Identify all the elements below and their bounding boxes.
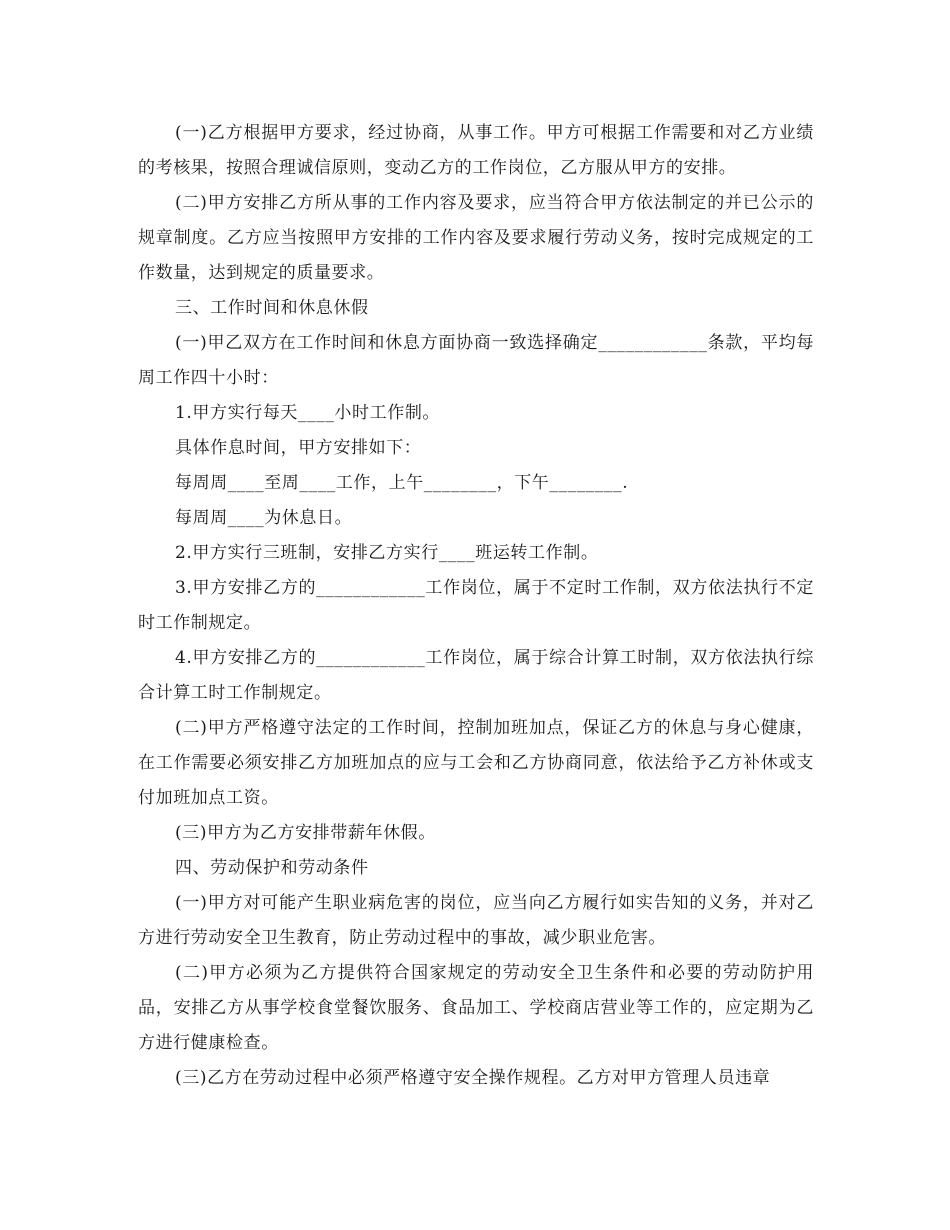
paragraph-weekly-schedule: 每周周____至周____工作，上午________，下午________. [175,473,629,493]
section-heading-labor-protection: 四、劳动保护和劳动条件 [175,858,369,878]
paragraph-work-content: (二)甲方安排乙方所从事的工作内容及要求，应当符合甲方依法制定的并已公示的规章制度。乙方应当按照甲方安排的工作内容及要求履行劳动义务，按时完成规定的工作数量，达到规定的质量要求。 [138,193,814,283]
document-body [138,116,814,1096]
paragraph-hours-agreement: (一)甲乙双方在工作时间和休息方面协商一致选择确定____________条款，平均每周工作四十小时： [138,333,814,388]
paragraph-safety-rules: (三)乙方在劳动过程中必须严格遵守安全操作规程。乙方对甲方管理人员违章 [175,1068,771,1088]
section-heading-work-hours: 三、工作时间和休息休假 [175,298,369,318]
paragraph-work-assignment: (一)乙方根据甲方要求，经过协商，从事工作。甲方可根据工作需要和对乙方业绩的考核果，按照合理诚信原则，变动乙方的工作岗位，乙方服从甲方的安排。 [138,123,814,178]
paragraph-flexible-hours: 3.甲方安排乙方的____________工作岗位，属于不定时工作制，双方依法执行不定时工作制规定。 [138,578,814,633]
paragraph-overtime: (二)甲方严格遵守法定的工作时间，控制加班加点，保证乙方的休息与身心健康，在工作需要必须安排乙方加班加点的应与工会和乙方协商同意，依法给予乙方补休或支付加班加点工资。 [138,718,814,808]
paragraph-comprehensive-hours: 4.甲方安排乙方的____________工作岗位，属于综合计算工时制，双方依法执行综合计算工时工作制规定。 [138,648,814,703]
paragraph-safety-conditions: (二)甲方必须为乙方提供符合国家规定的劳动安全卫生条件和必要的劳动防护用品，安排乙方从事学校食堂餐饮服务、食品加工、学校商店营业等工作的，应定期为乙方进行健康检查。 [138,963,814,1053]
paragraph-schedule-intro: 具体作息时间，甲方安排如下： [175,438,422,458]
paragraph-standard-hours: 1.甲方实行每天____小时工作制。 [175,403,441,423]
paragraph-hazard-notice: (一)甲方对可能产生职业病危害的岗位，应当向乙方履行如实告知的义务，并对乙方进行劳动安全卫生教育，防止劳动过程中的事故，减少职业危害。 [138,893,814,948]
paragraph-paid-leave: (三)甲方为乙方安排带薪年休假。 [175,823,436,843]
paragraph-rest-day: 每周周____为休息日。 [175,508,353,528]
paragraph-shift-system: 2.甲方实行三班制，安排乙方实行____班运转工作制。 [175,543,599,563]
